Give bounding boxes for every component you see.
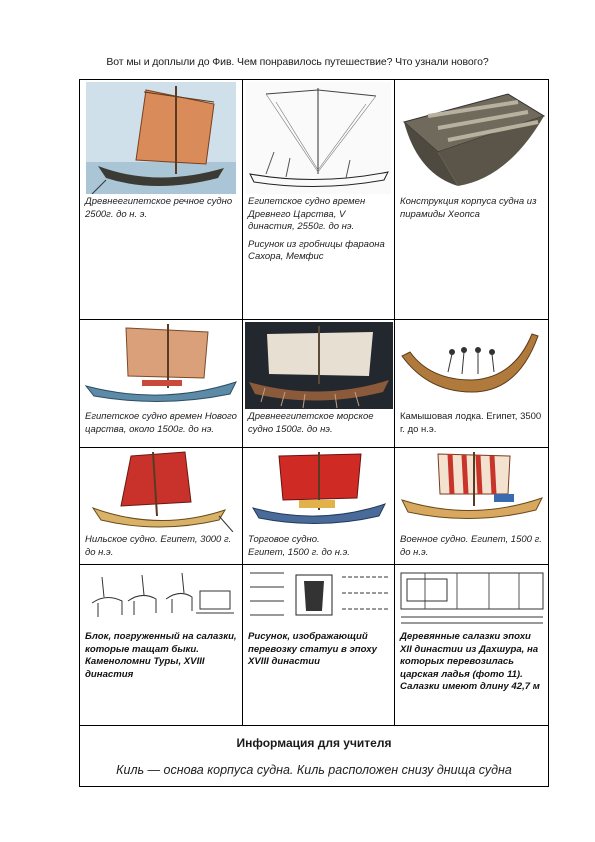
ships-table (79, 79, 549, 787)
ship-cell (80, 565, 243, 726)
hull-construction-model (398, 82, 546, 194)
caption: Деревянные салазки эпохи XII династии из Дахшура, на которых перевозилась царская ладья (фото 11). Салазки имеют длину 42,7 м (400, 631, 540, 692)
ship-cell (395, 320, 549, 448)
caption (395, 409, 548, 436)
teacher-info-cell (80, 726, 549, 787)
caption (80, 532, 242, 559)
caption (80, 409, 242, 436)
ship-cell (80, 80, 243, 320)
ship-line-drawing (246, 82, 391, 194)
caption (243, 194, 394, 264)
caption (243, 532, 394, 559)
caption-line: Египетское судно времен Нового царства, около 1500г. до нэ. (85, 411, 237, 435)
caption-line: Египетское судно времен Древнего Царства, V династия, 2550г. до нэ. (248, 196, 366, 232)
river-sailboat-illustration (86, 82, 236, 194)
caption-line: Древнеегипетское речное судно 2500г. до н. э. (85, 196, 233, 220)
ship-cell (395, 565, 549, 726)
ship-cell (395, 448, 549, 565)
ship-cell (243, 80, 395, 320)
caption-line: Торговое судно. (248, 534, 320, 545)
trade-ship-illustration (249, 450, 389, 532)
oxen-sledge-drawing (82, 567, 240, 629)
ship-cell (80, 448, 243, 565)
ship-cell (395, 80, 549, 320)
info-text: Киль — основа корпуса судна. Киль расположен снизу днища судна (116, 763, 512, 777)
caption-line: Рисунок из гробницы фараона Сахора, Мемфис (248, 238, 385, 262)
ship-cell (243, 448, 395, 565)
table-row (80, 80, 549, 320)
caption (395, 194, 548, 221)
caption-line: Египет, 1500 г. до н.э. (248, 546, 350, 558)
caption-line: Нильское судно. Египет, 3000 г. до н.э. (85, 534, 232, 558)
caption (395, 532, 548, 559)
caption (243, 409, 394, 436)
ship-cell (243, 320, 395, 448)
caption-line: Военное судно. Египет, 1500 г. до н.э. (400, 534, 542, 558)
caption: Рисунок, изображающий перевозку статуи в эпоху XVIII династии (248, 631, 377, 667)
reed-boat-illustration (398, 322, 546, 409)
info-title: Информация для учителя (236, 736, 392, 750)
ship-cell (243, 565, 395, 726)
caption: Блок, погруженный на салазки, которые тащат быки. Каменоломни Туры, XVIII династия (85, 631, 237, 680)
caption (80, 194, 242, 221)
ship-cell (80, 320, 243, 448)
nile-boat-illustration (87, 450, 235, 532)
war-ship-illustration (398, 450, 546, 532)
caption-line: Конструкция корпуса судна из пирамиды Хеопса (400, 196, 537, 220)
caption-line: Камышовая лодка. Египет, 3500 г. до н.э. (400, 411, 542, 435)
statue-transport-relief (246, 567, 392, 629)
new-kingdom-ship-illustration (82, 322, 240, 409)
caption-line: Древнеегипетское морское судно 1500г. до нэ. (248, 411, 374, 435)
wooden-sledge-diagram (397, 567, 547, 629)
table-row (80, 320, 549, 448)
table-row (80, 565, 549, 726)
table-row (80, 726, 549, 787)
page-heading: Вот мы и доплыли до Фив. Чем понравилось путешествие? Что узнали нового? (106, 56, 489, 68)
sea-ship-illustration (245, 322, 393, 409)
table-row (80, 448, 549, 565)
